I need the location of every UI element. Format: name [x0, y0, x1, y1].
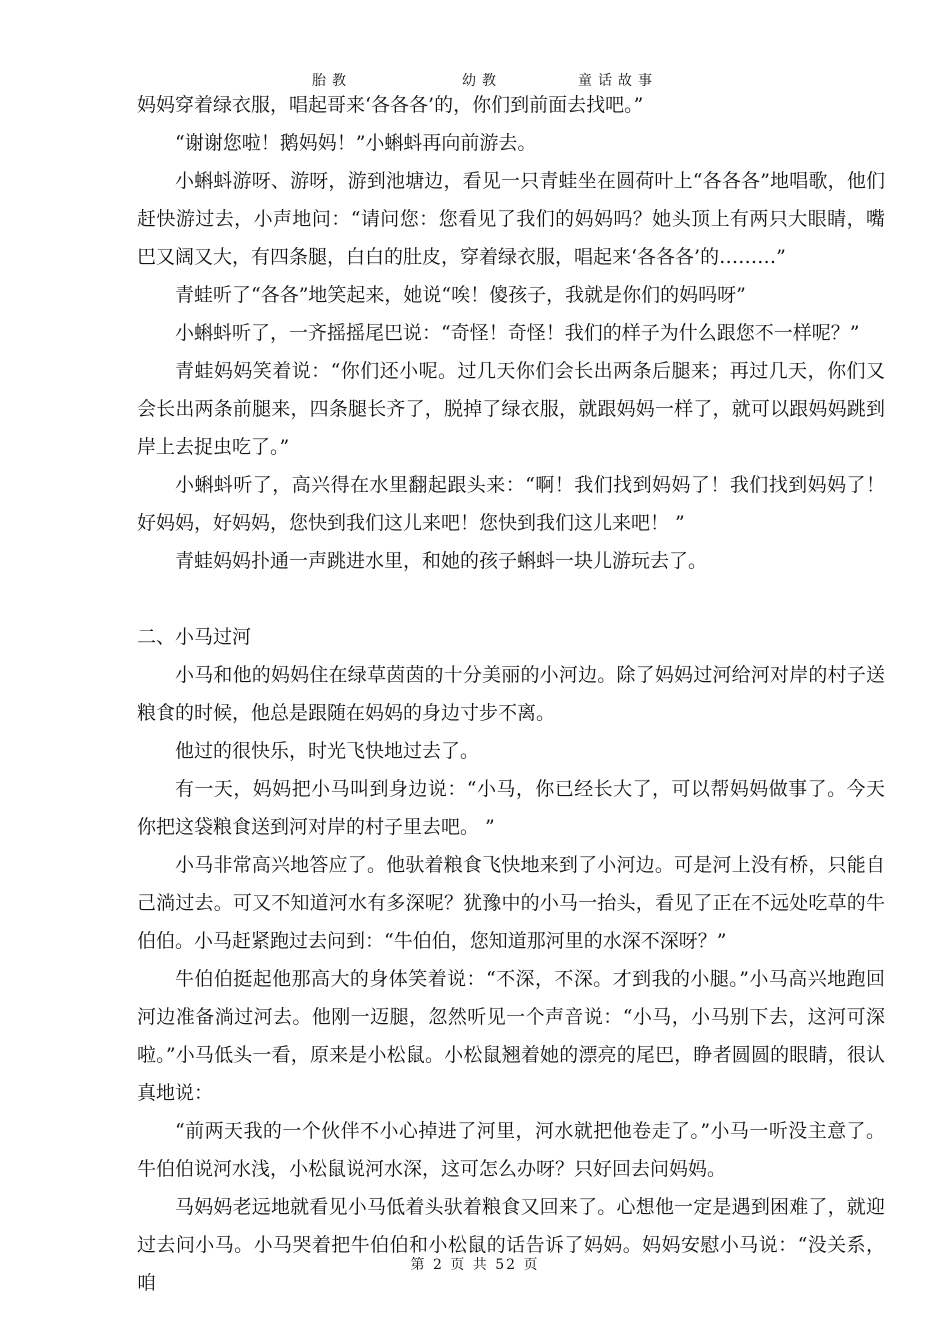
paragraph: 小蝌蚪听了，一齐摇摇尾巴说：“奇怪！奇怪！我们的样子为什么跟您不一样呢？”: [175, 322, 860, 344]
section-title: 二、小马过河: [137, 626, 252, 648]
header-part-3: 童话故事: [578, 73, 658, 89]
paragraph: 小蝌蚪游呀、游呀，游到池塘边，看见一只青蛙坐在圆荷叶上“各各各”地唱歌，他们赶快游过去，小声地问：“请问您：您看见了我们的妈妈吗？她头顶上有两只大眼睛，嘴巴又阔又大，有四条腿，白白的肚皮，穿着绿衣服，唱起来‘各各各’的………”: [137, 170, 885, 268]
paragraph: 青蛙听了“各各”地笑起来，她说“唉！傻孩子，我就是你们的妈吗呀”: [175, 284, 746, 306]
paragraph: “谢谢您啦！鹅妈妈！”小蝌蚪再向前游去。: [175, 132, 537, 154]
paragraph: 青蛙妈妈笑着说：“你们还小呢。过几天你们会长出两条后腿来；再过几天，你们又会长出两条前腿来，四条腿长齐了，脱掉了绿衣服，就跟妈妈一样了，就可以跟妈妈跳到岸上去捉虫吃了。”: [137, 360, 885, 458]
paragraph: 小马非常高兴地答应了。他驮着粮食飞快地来到了小河边。可是河上没有桥，只能自己淌过去。可又不知道河水有多深呢？犹豫中的小马一抬头，看见了正在不远处吃草的牛伯伯。小马赶紧跑过去问到：“牛伯伯，您知道那河里的水深不深呀？”: [137, 854, 885, 952]
paragraph: 他过的很快乐，时光飞快地过去了。: [175, 740, 480, 762]
paragraph: 小蝌蚪听了，高兴得在水里翻起跟头来：“啊！我们找到妈妈了！我们找到妈妈了！好妈妈，好妈妈，您快到我们这儿来吧！您快到我们这儿来吧！ ”: [137, 474, 885, 534]
paragraph: 有一天，妈妈把小马叫到身边说：“小马，你已经长大了，可以帮妈妈做事了。今天你把这袋粮食送到河对岸的村子里去吧。 ”: [137, 778, 885, 838]
section-gap: [137, 580, 885, 618]
paragraph: 牛伯伯挺起他那高大的身体笑着说：“不深，不深。才到我的小腿。”小马高兴地跑回河边准备淌过河去。他刚一迈腿，忽然听见一个声音说：“小马，小马别下去，这河可深啦。”小马低头一看，原来是小松鼠。小松鼠翘着她的漂亮的尾巴，睁者圆圆的眼睛，很认真地说：: [137, 968, 885, 1104]
header-part-1: 胎教: [312, 73, 352, 89]
page-content: [137, 86, 885, 1302]
paragraph: 青蛙妈妈扑通一声跳进水里，和她的孩子蝌蚪一块儿游玩去了。: [175, 550, 708, 572]
paragraph: “前两天我的一个伙伴不小心掉进了河里，河水就把他卷走了。”小马一听没主意了。牛伯伯说河水浅，小松鼠说河水深，这可怎么办呀？只好回去问妈妈。: [137, 1120, 885, 1180]
header-part-2: 幼教: [462, 73, 502, 89]
paragraph: 妈妈穿着绿衣服，唱起哥来‘各各各’的，你们到前面去找吧。”: [137, 94, 644, 116]
paragraph: 马妈妈老远地就看见小马低着头驮着粮食又回来了。心想他一定是遇到困难了，就迎过去问小马。小马哭着把牛伯伯和小松鼠的话告诉了妈妈。妈妈安慰小马说：“没关系，咱: [137, 1196, 885, 1294]
paragraph: 小马和他的妈妈住在绿草茵茵的十分美丽的小河边。除了妈妈过河给河对岸的村子送粮食的时候，他总是跟随在妈妈的身边寸步不离。: [137, 664, 885, 724]
page-number: 第 2 页 共 52 页: [410, 1257, 540, 1273]
